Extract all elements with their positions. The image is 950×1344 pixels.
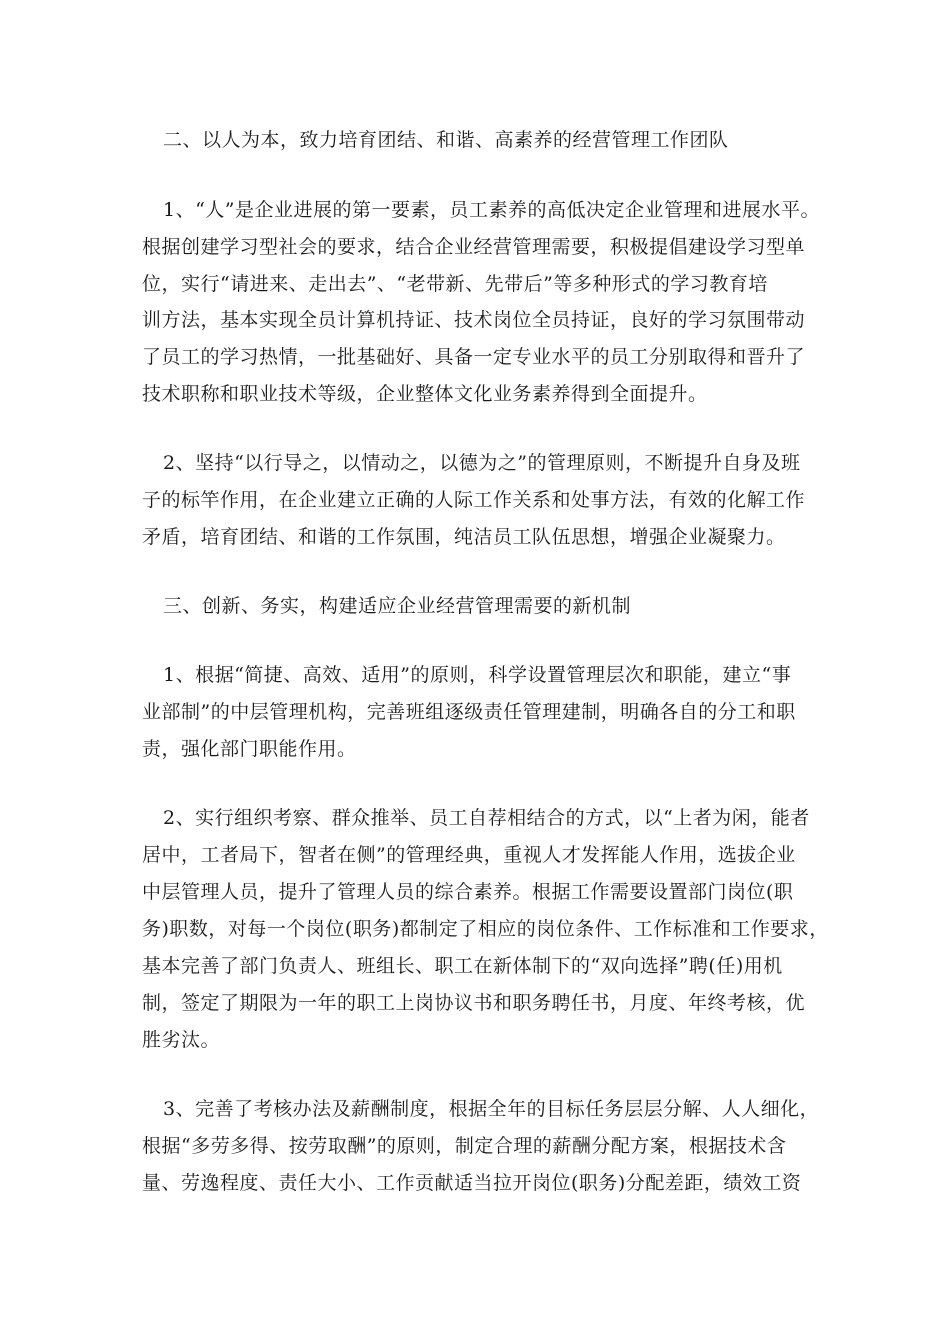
paragraph-line: 位，实行“请进来、走出去”、“老带新、先带后”等多种形式的学习教育培 (142, 273, 768, 295)
paragraph-line: 技术职称和职业技术等级，企业整体文化业务素养得到全面提升。 (142, 383, 708, 405)
paragraph-line: 1、“人”是企业进展的第一要素，员工素养的高低决定企业管理和进展水平。 (163, 199, 821, 221)
paragraph-line: 中层管理人员，提升了管理人员的综合素养。根据工作需要设置部门岗位(职 (142, 881, 794, 903)
section-heading-2: 二、以人为本，致力培育团结、和谐、高素养的经营管理工作团队 (163, 129, 729, 151)
paragraph-line: 子的标竿作用，在企业建立正确的人际工作关系和处事方法，有效的化解工作 (142, 489, 806, 511)
paragraph-line: 1、根据“简捷、高效、适用”的原则，科学设置管理层次和职能，建立“事 (163, 664, 792, 686)
paragraph-line: 胜劣汰。 (142, 1029, 221, 1051)
paragraph-line: 根据创建学习型社会的要求，结合企业经营管理需要，积极提倡建设学习型单 (142, 236, 806, 258)
paragraph-line: 2、实行组织考察、群众推举、员工自荐相结合的方式，以“上者为闲，能者 (163, 807, 810, 829)
paragraph-line: 矛盾，培育团结、和谐的工作氛围，纯洁员工队伍思想，增强企业凝聚力。 (142, 526, 786, 548)
paragraph-line: 了员工的学习热情，一批基础好、具备一定专业水平的员工分别取得和晋升了 (142, 346, 806, 368)
paragraph-line: 业部制”的中层管理机构，完善班组逐级责任管理建制，明确各自的分工和职 (142, 701, 796, 723)
paragraph-line: 务)职数，对每一个岗位(职务)都制定了相应的岗位条件、工作标准和工作要求， (142, 918, 829, 940)
paragraph-line: 根据“多劳多得、按劳取酬”的原则，制定合理的薪酬分配方案，根据技术含 (142, 1135, 787, 1157)
paragraph-line: 制，签定了期限为一年的职工上岗协议书和职务聘任书，月度、年终考核，优 (142, 992, 806, 1014)
paragraph-line: 居中，工者局下，智者在侧”的管理经典，重视人才发挥能人作用，选拔企业 (142, 844, 796, 866)
paragraph-line: 责，强化部门职能作用。 (142, 738, 357, 760)
paragraph-line: 2、坚持“以行导之，以情动之，以德为之”的管理原则，不断提升自身及班 (163, 452, 801, 474)
section-heading-3: 三、创新、务实，构建适应企业经营管理需要的新机制 (163, 595, 632, 617)
paragraph-line: 量、劳逸程度、责任大小、工作贡献适当拉开岗位(职务)分配差距，绩效工资 (142, 1172, 802, 1194)
paragraph-line: 基本完善了部门负责人、班组长、职工在新体制下的“双向选择”聘(任)用机 (142, 955, 783, 977)
paragraph-line: 3、完善了考核办法及薪酬制度，根据全年的目标任务层层分解、人人细化， (163, 1098, 820, 1120)
paragraph-line: 训方法，基本实现全员计算机持证、技术岗位全员持证，良好的学习氛围带动 (142, 309, 806, 331)
